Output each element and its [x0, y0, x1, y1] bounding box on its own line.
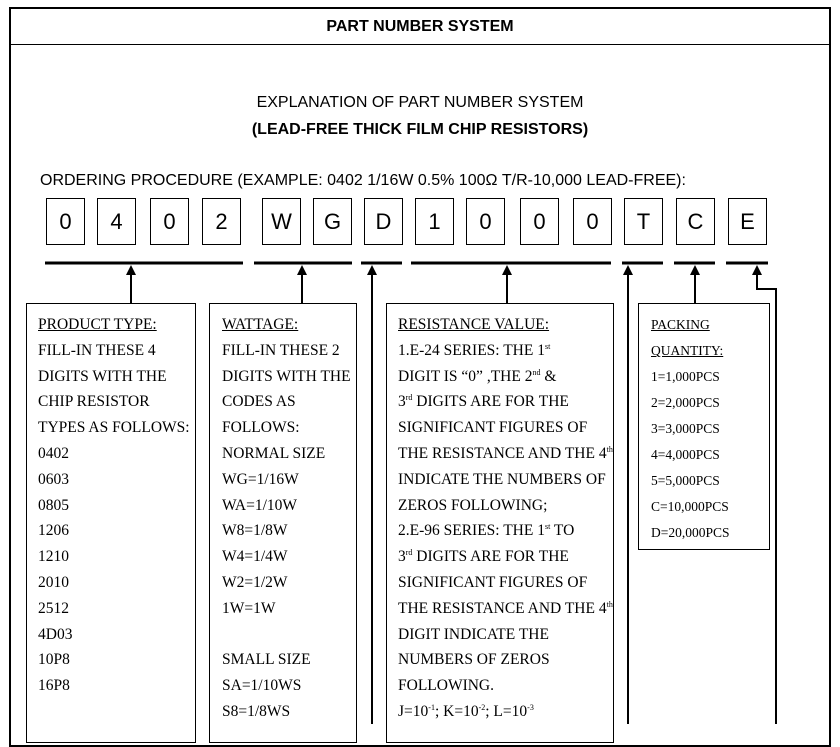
wattage-desc-1: FILL-IN THESE 2	[222, 341, 340, 359]
resistance-value-box	[386, 303, 614, 743]
resistance-line-11: THE RESISTANCE AND THE 4th	[398, 599, 613, 617]
resistance-line-13: NUMBERS OF ZEROS	[398, 651, 550, 669]
wattage-box	[209, 303, 357, 743]
product-type-desc-1: FILL-IN THESE 4	[38, 341, 156, 359]
digit-box-9: 0	[466, 198, 505, 245]
wattage-normal-item: W2=1/2W	[222, 573, 288, 591]
wattage-normal-item: W8=1/8W	[222, 522, 288, 540]
wattage-normal-item: W4=1/4W	[222, 548, 288, 566]
digit-box-12: T	[624, 198, 663, 245]
digit-box-8: 1	[415, 198, 454, 245]
product-type-item: 0603	[38, 470, 69, 488]
product-type-desc-2: DIGITS WITH THE	[38, 367, 167, 385]
resistance-line-10: SIGNIFICANT FIGURES OF	[398, 573, 588, 591]
packing-item: 3=3,000PCS	[651, 421, 720, 436]
explanation-subtitle: (LEAD-FREE THICK FILM CHIP RESISTORS)	[251, 121, 589, 138]
resistance-line-1: 1.E-24 SERIES: THE 1st	[398, 341, 551, 359]
wattage-title: WATTAGE:	[222, 316, 299, 333]
product-type-box	[26, 303, 196, 743]
resistance-line-7: ZEROS FOLLOWING;	[398, 496, 548, 514]
wattage-desc-2: DIGITS WITH THE	[222, 367, 351, 385]
wattage-desc-3: CODES AS	[222, 393, 296, 411]
packing-title-1: PACKING	[651, 317, 710, 332]
wattage-small-item: S8=1/8WS	[222, 702, 291, 720]
product-type-item: 4D03	[38, 625, 73, 643]
resistance-line-9: 3rd DIGITS ARE FOR THE	[398, 548, 569, 566]
ordering-procedure-label: ORDERING PROCEDURE (EXAMPLE: 0402 1/16W 0.5% 100Ω T/R-10,000 LEAD-FREE):	[40, 172, 686, 189]
digit-box-10: 0	[520, 198, 559, 245]
product-type-item: 16P8	[38, 677, 70, 695]
product-type-item: 1206	[38, 522, 69, 540]
product-type-item: 10P8	[38, 651, 70, 669]
page-title: PART NUMBER SYSTEM	[11, 9, 829, 45]
product-type-item: 0402	[38, 444, 69, 462]
resistance-line-8: 2.E-96 SERIES: THE 1st TO	[398, 522, 575, 540]
resistance-title: RESISTANCE VALUE:	[398, 316, 550, 333]
resistance-line-12: DIGIT INDICATE THE	[398, 625, 549, 643]
resistance-line-5: THE RESISTANCE AND THE 4th	[398, 444, 613, 462]
resistance-line-4: SIGNIFICANT FIGURES OF	[398, 419, 588, 437]
product-type-title: PRODUCT TYPE:	[38, 316, 157, 333]
digit-box-1: 0	[46, 198, 85, 245]
product-type-item: 0805	[38, 496, 69, 514]
resistance-line-3: 3rd DIGITS ARE FOR THE	[398, 393, 569, 411]
product-type-item: 2512	[38, 599, 69, 617]
resistance-line-6: INDICATE THE NUMBERS OF	[398, 470, 606, 488]
packing-item: 5=5,000PCS	[651, 473, 720, 488]
digit-box-13: C	[676, 198, 715, 245]
resistance-line-15: $J=10^{-1}$; $K=10^{-2}$; $L=10^{-3}$	[398, 702, 534, 720]
wattage-desc-4: FOLLOWS:	[222, 419, 300, 437]
resistance-line-2: DIGIT IS “0” ,THE 2nd &	[398, 367, 557, 385]
product-type-item: 2010	[38, 573, 69, 591]
wattage-spacer	[222, 622, 356, 648]
digit-box-5: W	[262, 198, 301, 245]
wattage-normal-item: 1W=1W	[222, 599, 276, 617]
wattage-normal-item: WA=1/10W	[222, 496, 298, 514]
packing-item: 2=2,000PCS	[651, 395, 720, 410]
digit-box-11: 0	[573, 198, 612, 245]
packing-quantity-box	[638, 303, 770, 550]
digit-box-3: 0	[150, 198, 189, 245]
packing-item: 4=4,000PCS	[651, 447, 720, 462]
digit-box-6: G	[313, 198, 352, 245]
wattage-normal-label: NORMAL SIZE	[222, 444, 326, 462]
packing-title-2: QUANTITY:	[651, 343, 724, 358]
wattage-normal-item: WG=1/16W	[222, 470, 299, 488]
packing-item: 1=1,000PCS	[651, 369, 720, 384]
resistance-line-14: FOLLOWING.	[398, 677, 494, 695]
product-type-item: 1210	[38, 548, 69, 566]
product-type-desc-3: CHIP RESISTOR	[38, 393, 150, 411]
digit-box-2: 4	[97, 198, 136, 245]
digit-box-4: 2	[202, 198, 241, 245]
wattage-small-item: SA=1/10WS	[222, 677, 302, 695]
explanation-title: EXPLANATION OF PART NUMBER SYSTEM	[256, 94, 584, 111]
product-type-desc-4: TYPES AS FOLLOWS:	[38, 419, 190, 437]
digit-box-7: D	[364, 198, 403, 245]
packing-item: C=10,000PCS	[651, 499, 729, 514]
wattage-small-label: SMALL SIZE	[222, 651, 311, 669]
digit-box-14: E	[728, 198, 767, 245]
packing-item: D=20,000PCS	[651, 525, 730, 540]
